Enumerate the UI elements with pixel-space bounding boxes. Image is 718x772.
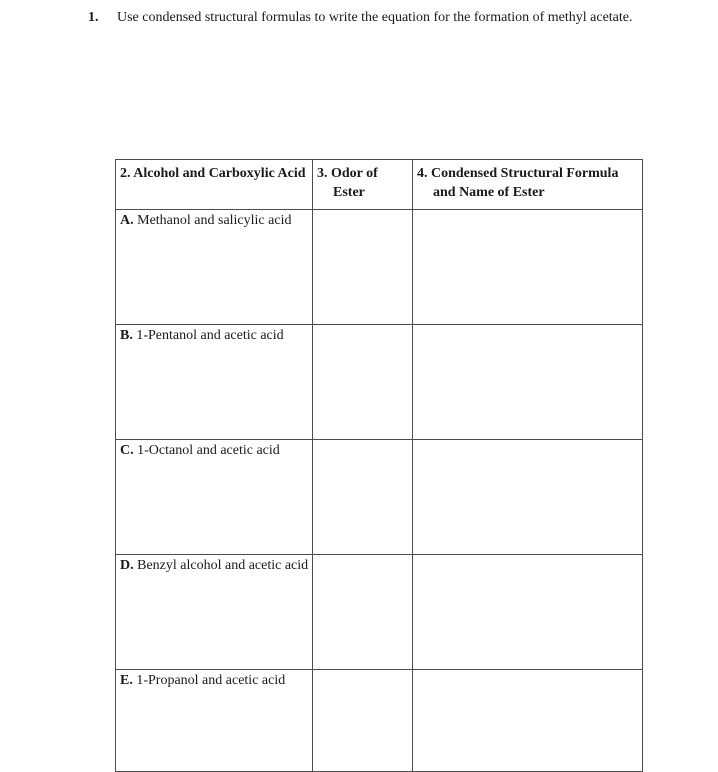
row-letter: E. xyxy=(120,673,133,688)
row-d-odor-cell[interactable] xyxy=(313,555,413,670)
row-letter: C. xyxy=(120,443,134,458)
table-row xyxy=(116,325,643,440)
row-label: 1-Pentanol and acetic acid xyxy=(136,328,284,343)
row-label: Methanol and salicylic acid xyxy=(137,213,292,228)
row-d-formula-cell[interactable] xyxy=(413,555,643,670)
row-b-odor-cell[interactable] xyxy=(313,325,413,440)
table-row xyxy=(116,670,643,772)
row-e-odor-cell[interactable] xyxy=(313,670,413,772)
question-1 xyxy=(88,8,648,27)
row-c-formula-cell[interactable] xyxy=(413,440,643,555)
ester-data-table xyxy=(115,159,643,772)
row-c-odor-cell[interactable] xyxy=(313,440,413,555)
question-number: 1. xyxy=(88,10,99,25)
row-label: Benzyl alcohol and acetic acid xyxy=(137,558,309,573)
row-c-label xyxy=(116,440,313,555)
table-row xyxy=(116,440,643,555)
row-a-label xyxy=(116,210,313,325)
row-b-formula-cell[interactable] xyxy=(413,325,643,440)
row-e-formula-cell[interactable] xyxy=(413,670,643,772)
header-alcohol-acid: 2. Alcohol and Carboxylic Acid xyxy=(116,160,313,210)
header-formula-name: 4. Condensed Structural Formula and Name of Ester xyxy=(413,160,643,210)
row-a-formula-cell[interactable] xyxy=(413,210,643,325)
row-letter: D. xyxy=(120,558,134,573)
header-odor: 3. Odor of Ester xyxy=(313,160,413,210)
row-b-label xyxy=(116,325,313,440)
question-text: Use condensed structural formulas to write the equation for the formation of methyl acetate. xyxy=(117,10,633,25)
row-e-label xyxy=(116,670,313,772)
row-letter: B. xyxy=(120,328,133,343)
table-row xyxy=(116,210,643,325)
row-a-odor-cell[interactable] xyxy=(313,210,413,325)
row-letter: A. xyxy=(120,213,134,228)
row-label: 1-Propanol and acetic acid xyxy=(136,673,286,688)
row-label: 1-Octanol and acetic acid xyxy=(137,443,280,458)
table-header-row xyxy=(116,160,643,210)
row-d-label xyxy=(116,555,313,670)
table-row xyxy=(116,555,643,670)
